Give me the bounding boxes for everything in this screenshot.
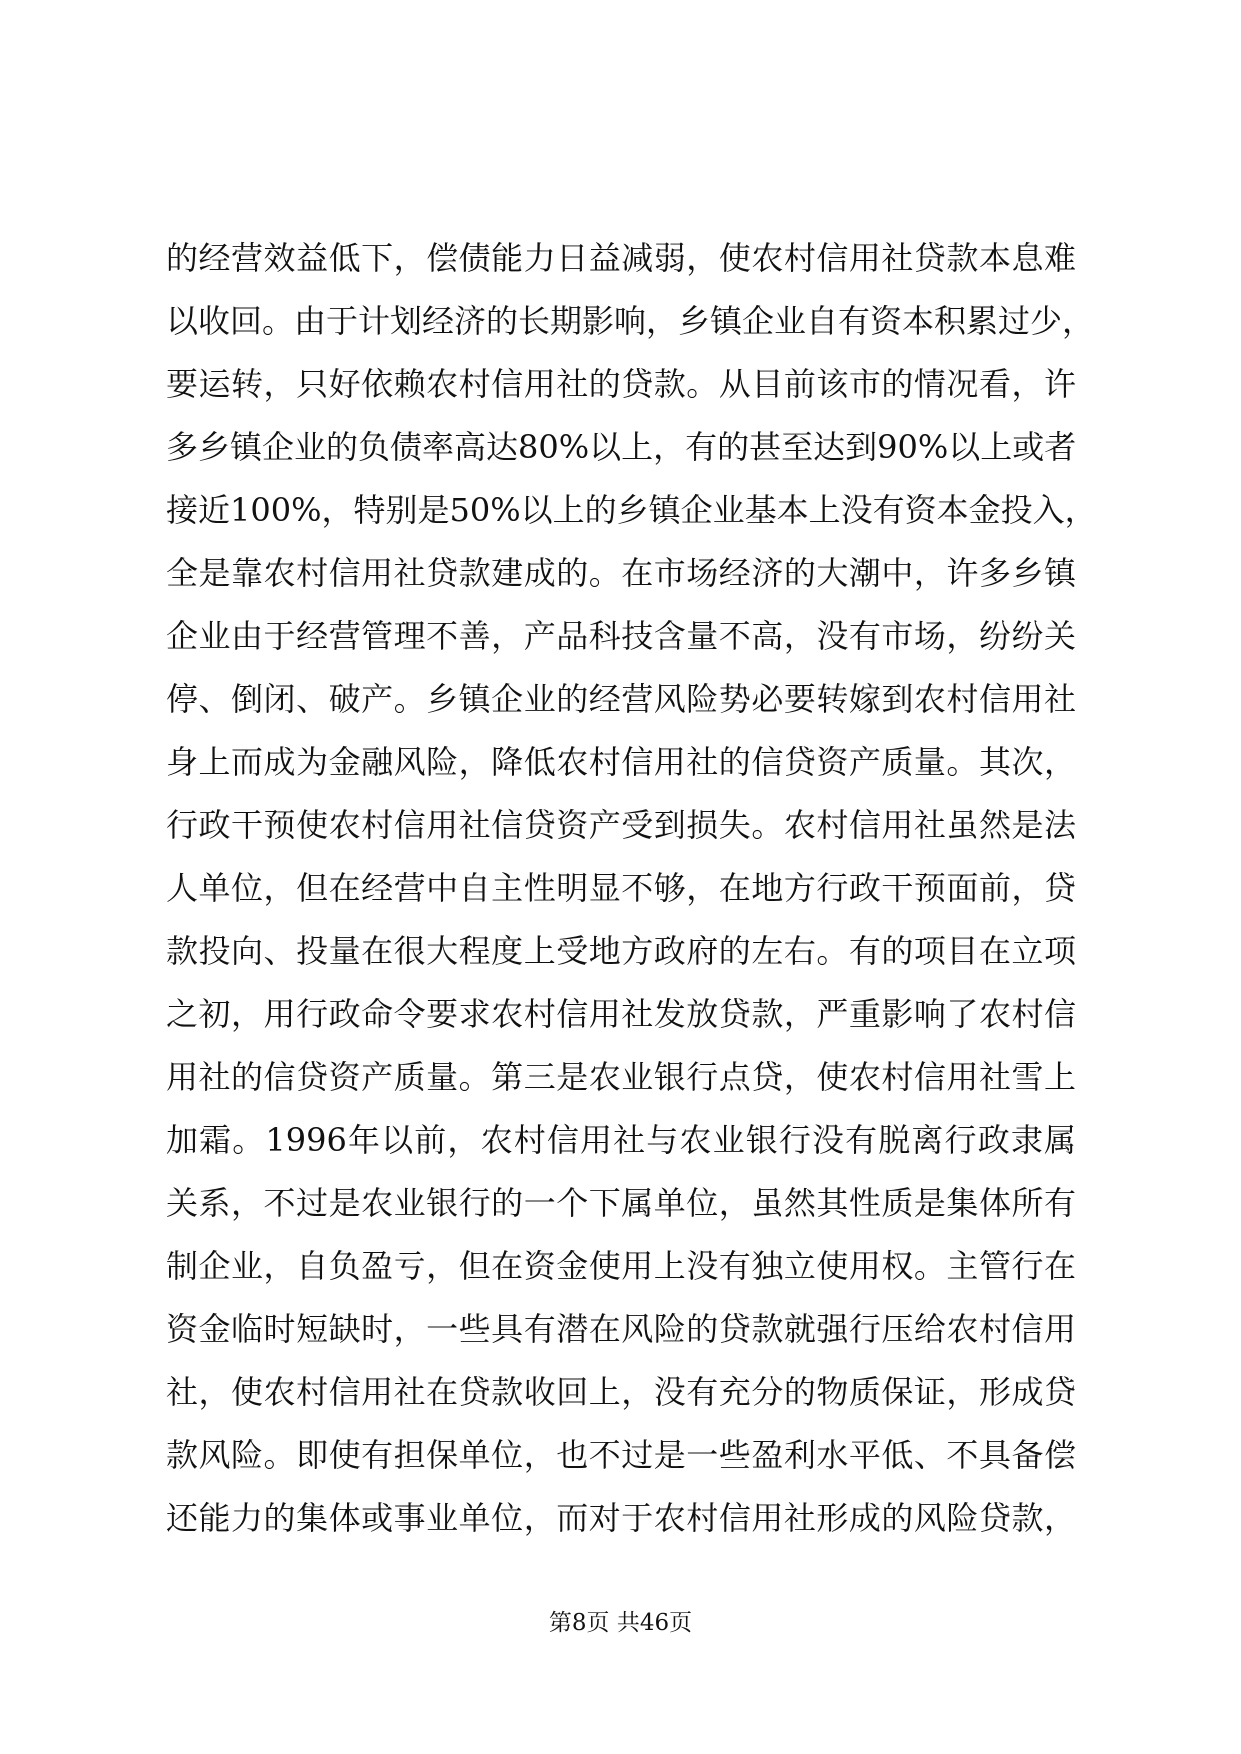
text-line: 的经营效益低下，偿债能力日益减弱，使农村信用社贷款本息难	[166, 239, 1076, 277]
text-line: 款风险。即使有担保单位，也不过是一些盈利水平低、不具备偿	[166, 1436, 1076, 1474]
text-line: 行政干预使农村信用社信贷资产受到损失。农村信用社虽然是法	[166, 806, 1076, 844]
text-line: 企业由于经营管理不善，产品科技含量不高，没有市场，纷纷关	[166, 617, 1076, 655]
text-line: 全是靠农村信用社贷款建成的。在市场经济的大潮中，许多乡镇	[166, 554, 1076, 592]
text-line: 接近100%，特别是50%以上的乡镇企业基本上没有资本金投入，	[166, 491, 1097, 529]
text-line: 用社的信贷资产质量。第三是农业银行点贷，使农村信用社雪上	[166, 1058, 1076, 1096]
text-line: 以收回。由于计划经济的长期影响，乡镇企业自有资本积累过少，	[166, 302, 1095, 340]
text-line: 要运转，只好依赖农村信用社的贷款。从目前该市的情况看，许	[166, 365, 1076, 403]
text-line: 制企业，自负盈亏，但在资金使用上没有独立使用权。主管行在	[166, 1247, 1076, 1285]
text-line: 还能力的集体或事业单位，而对于农村信用社形成的风险贷款，	[166, 1499, 1076, 1537]
text-line: 款投向、投量在很大程度上受地方政府的左右。有的项目在立项	[166, 932, 1076, 970]
text-line: 停、倒闭、破产。乡镇企业的经营风险势必要转嫁到农村信用社	[166, 680, 1076, 718]
text-line: 加霜。1996年以前，农村信用社与农业银行没有脱离行政隶属	[166, 1121, 1076, 1159]
body-text	[166, 227, 1097, 1550]
page-footer: 第8页 共46页	[548, 1610, 693, 1636]
text-line: 之初，用行政命令要求农村信用社发放贷款，严重影响了农村信	[166, 995, 1076, 1033]
text-line: 身上而成为金融风险，降低农村信用社的信贷资产质量。其次，	[166, 743, 1076, 781]
text-line: 多乡镇企业的负债率高达80%以上，有的甚至达到90%以上或者	[166, 428, 1077, 466]
text-line: 资金临时短缺时，一些具有潜在风险的贷款就强行压给农村信用	[166, 1310, 1076, 1348]
text-line: 社，使农村信用社在贷款收回上，没有充分的物质保证，形成贷	[166, 1373, 1076, 1411]
text-line: 人单位，但在经营中自主性明显不够，在地方行政干预面前，贷	[166, 869, 1076, 907]
text-line: 关系，不过是农业银行的一个下属单位，虽然其性质是集体所有	[166, 1184, 1076, 1222]
